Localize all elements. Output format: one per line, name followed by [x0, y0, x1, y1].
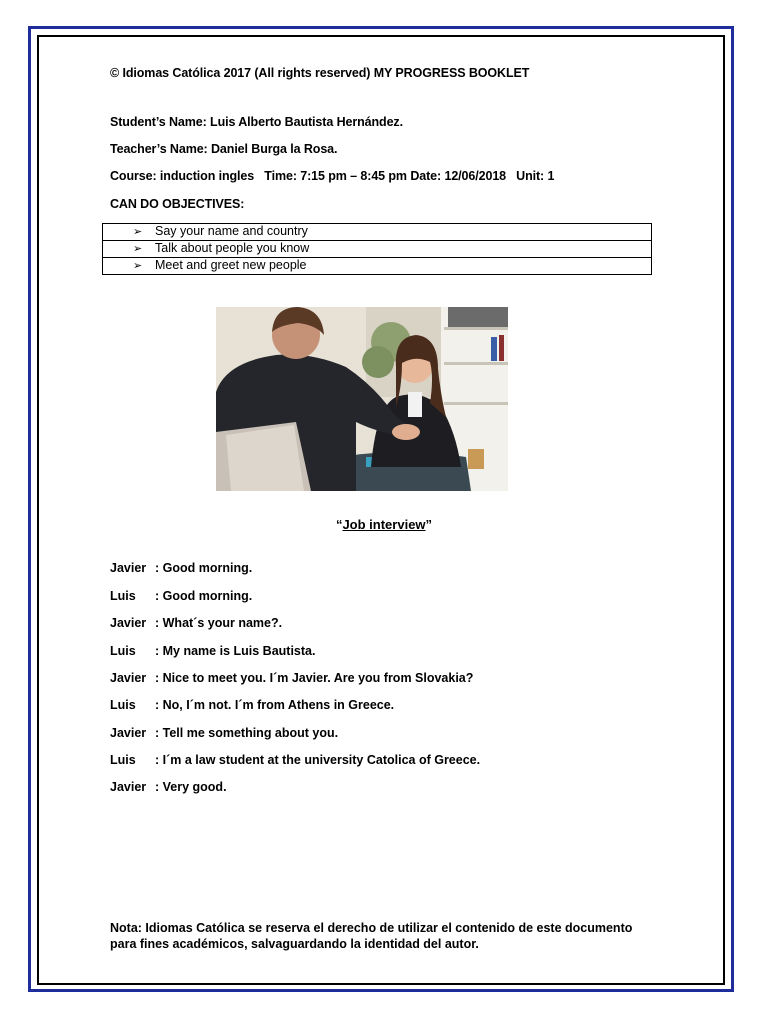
dialogue-line: : Good morning. [155, 589, 253, 603]
dialogue-speaker: Luis [110, 698, 136, 712]
dialogue-line: : Good morning. [155, 561, 253, 575]
arrow-bullet-icon: ➢ [133, 243, 143, 255]
time-label: Time: [264, 169, 297, 183]
objectives-heading: CAN DO OBJECTIVES: [110, 197, 245, 211]
dialogue-speaker: Javier [110, 616, 147, 630]
objective-text: Meet and greet new people [155, 258, 307, 272]
objective-text: Say your name and country [155, 224, 308, 238]
booklet-header: © Idiomas Católica 2017 (All rights reserved) MY PROGRESS BOOKLET [110, 66, 530, 80]
time-value: 7:15 pm – 8:45 pm [300, 169, 407, 183]
objective-text: Talk about people you know [155, 241, 310, 255]
objectives-table [102, 223, 652, 275]
arrow-bullet-icon: ➢ [133, 260, 143, 272]
dialogue-speaker: Luis [110, 753, 136, 767]
objective-row [103, 258, 652, 275]
student-name-label: Student’s Name: [110, 115, 207, 129]
teacher-name-label: Teacher’s Name: [110, 142, 208, 156]
unit-label: Unit: [516, 169, 545, 183]
dialogue-speaker: Javier [110, 780, 147, 794]
course-row [110, 169, 554, 183]
student-name-value: Luis Alberto Bautista Hernández. [210, 115, 403, 129]
dialogue-line: : My name is Luis Bautista. [155, 644, 316, 658]
dialogue-line: : No, I´m not. I´m from Athens in Greece. [155, 698, 395, 712]
objective-row [103, 241, 652, 258]
dialogue-line: : I´m a law student at the university Catolica of Greece. [155, 753, 481, 767]
footer-note: Nota: Idiomas Católica se reserva el derecho de utilizar el contenido de este documento para fines académicos, salvaguardando la identidad del autor. [110, 921, 633, 951]
dialogue-line: : Very good. [155, 780, 227, 794]
course-value: induction ingles [159, 169, 255, 183]
student-name-row [110, 115, 403, 129]
dialogue-line: : Tell me something about you. [155, 726, 339, 740]
objective-row [103, 224, 652, 241]
date-label: Date: [410, 169, 442, 183]
dialogue-title-text: Job interview [342, 517, 426, 532]
date-value: 12/06/2018 [444, 169, 507, 183]
teacher-name-row [110, 142, 337, 156]
dialogue-line: : Nice to meet you. I´m Javier. Are you from Slovakia? [155, 671, 474, 685]
dialogue-speaker: Javier [110, 561, 147, 575]
dialogue-speaker: Luis [110, 589, 136, 603]
dialogue-line: : What´s your name?. [155, 616, 283, 630]
course-label: Course: [110, 169, 157, 183]
interview-photo [216, 307, 508, 491]
dialogue-speaker: Luis [110, 644, 136, 658]
teacher-name-value: Daniel Burga la Rosa. [211, 142, 338, 156]
dialogue-speaker: Javier [110, 726, 147, 740]
dialogue-speaker: Javier [110, 671, 147, 685]
arrow-bullet-icon: ➢ [133, 226, 143, 238]
dialogue-title: “Job interview” [335, 517, 433, 532]
unit-value: 1 [547, 169, 555, 183]
